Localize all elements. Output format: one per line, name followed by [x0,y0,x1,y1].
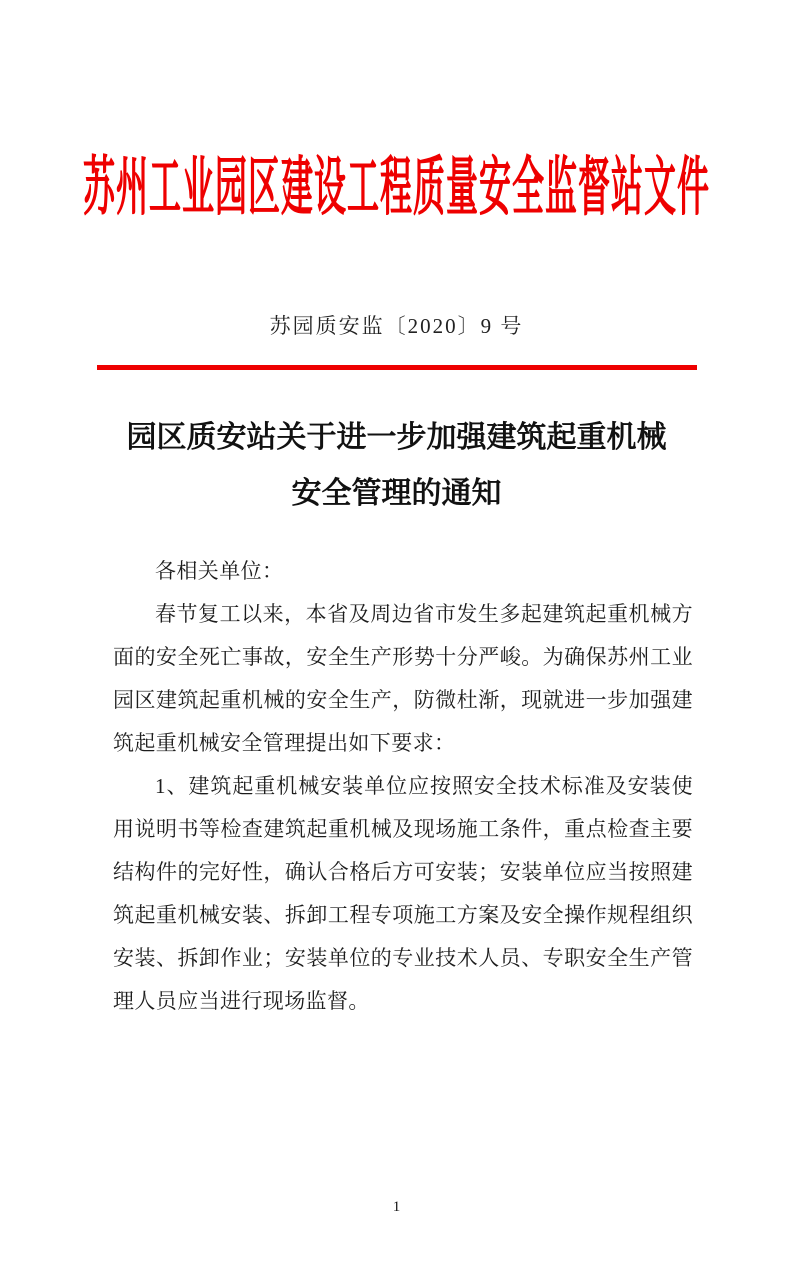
letterhead-org-title: 苏州工业园区建设工程质量安全监督站文件 [82,151,710,223]
document-title-line1: 园区质安站关于进一步加强建筑起重机械 [126,421,667,454]
page-number: 1 [392,1199,401,1215]
letterhead-banner [0,150,793,224]
document-reference-number: 苏园质安监〔2020〕9 号 [269,314,524,338]
red-divider-line [97,365,697,370]
document-page [0,150,793,1272]
document-body [0,550,793,1023]
body-paragraph-1: 春节复工以来，本省及周边省市发生多起建筑起重机械方面的安全死亡事故，安全生产形势十分严峻。为确保苏州工业园区建筑起重机械的安全生产，防微杜渐，现就进一步加强建筑起重机械安全管理提出如下要求： [113,602,693,755]
document-title [0,410,793,522]
document-title-line2: 安全管理的通知 [291,477,502,510]
body-paragraph-2: 1、建筑起重机械安装单位应按照安全技术标准及安装使用说明书等检查建筑起重机械及现场施工条件，重点检查主要结构件的完好性，确认合格后方可安装；安装单位应当按照建筑起重机械安装、拆卸工程专项施工方案及安全操作规程组织安装、拆卸作业；安装单位的专业技术人员、专职安全生产管理人员应当进行现场监督。 [113,774,693,1013]
salutation-line: 各相关单位： [155,559,284,583]
